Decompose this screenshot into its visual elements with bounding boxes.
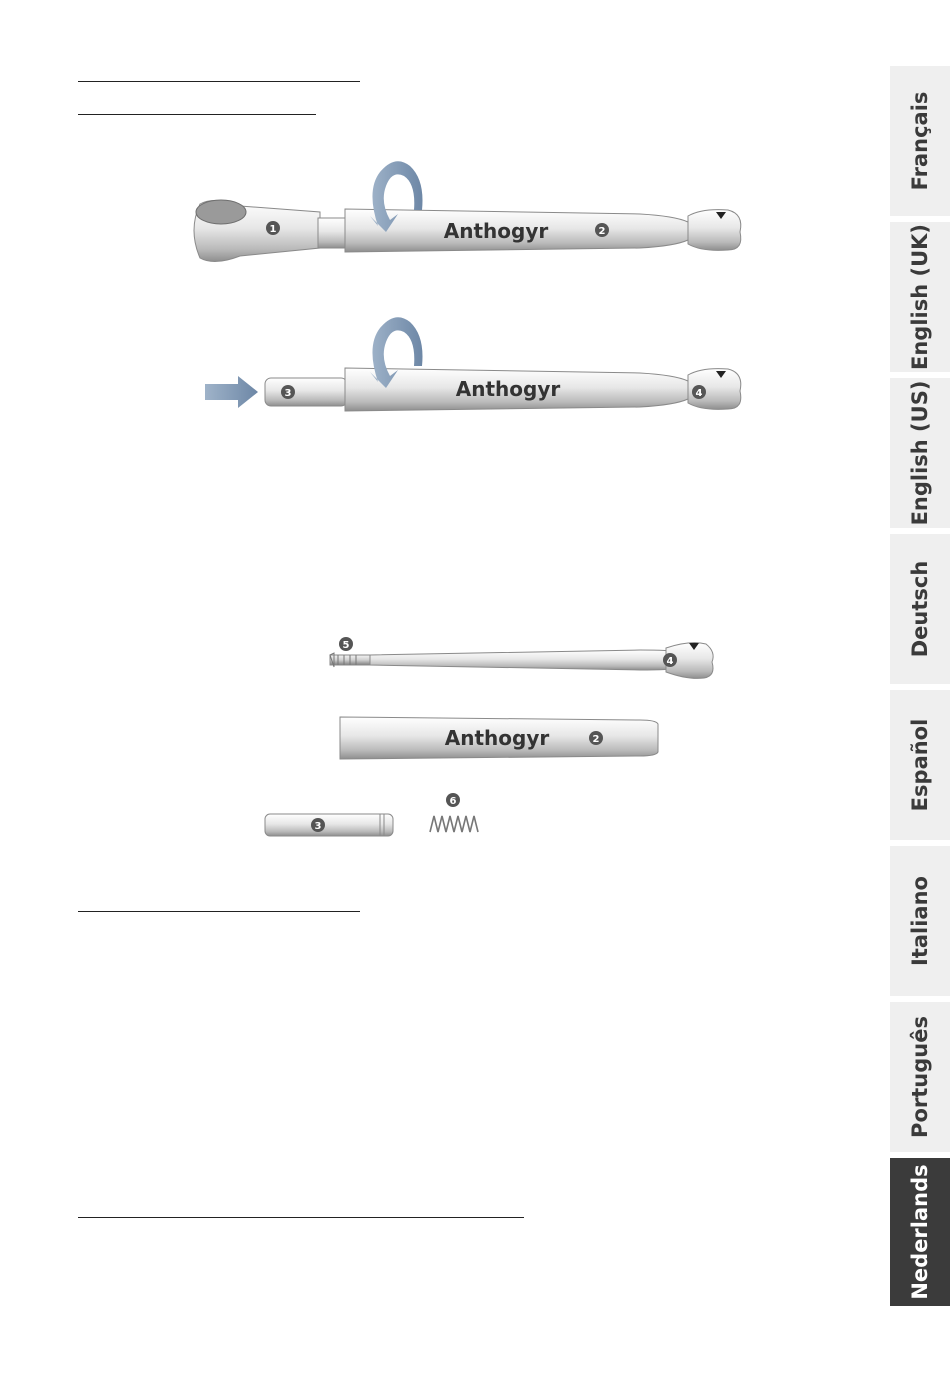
tab-english-us[interactable]: [890, 378, 950, 530]
callout-6: 6: [449, 796, 457, 807]
tab-label: English (UK): [908, 223, 932, 371]
brand-logo: Anthogyr: [443, 219, 549, 243]
tab-portugues[interactable]: [890, 1002, 950, 1154]
push-arrow: [205, 376, 258, 408]
tab-label: Deutsch: [908, 560, 932, 658]
callout-4: 4: [695, 388, 703, 399]
spring: [430, 816, 478, 832]
callout-3: 3: [284, 388, 292, 399]
ratchet-head-hole: [196, 200, 246, 224]
brand-logo-2: Anthogyr: [455, 377, 561, 401]
tab-italiano[interactable]: [890, 846, 950, 998]
callout-5: 5: [342, 640, 350, 651]
callout-2: 2: [598, 226, 606, 237]
brand-logo-3: Anthogyr: [444, 726, 550, 750]
tab-label: English (US): [908, 380, 932, 526]
tab-label: Português: [908, 1016, 932, 1138]
callout-2b: 2: [592, 734, 600, 745]
tab-label: Nederlands: [908, 1164, 932, 1300]
tab-nederlands[interactable]: [890, 1158, 950, 1308]
callout-4b: 4: [666, 656, 674, 667]
tab-espanol[interactable]: [890, 690, 950, 842]
assembly-ratchet-wrench: [194, 161, 741, 261]
tab-label: Italiano: [908, 876, 932, 966]
tab-english-uk[interactable]: [890, 222, 950, 374]
callout-1: 1: [269, 224, 277, 235]
callout-3b: 3: [314, 821, 322, 832]
exploded-view: [265, 637, 713, 836]
heading-rule-3: [78, 911, 360, 912]
tab-label: Español: [908, 718, 932, 812]
assembly-release: [205, 317, 741, 411]
tab-label: Français: [908, 91, 932, 191]
tab-deutsch[interactable]: [890, 534, 950, 686]
heading-rule-4: [78, 1217, 524, 1218]
tab-francais[interactable]: [890, 66, 950, 218]
